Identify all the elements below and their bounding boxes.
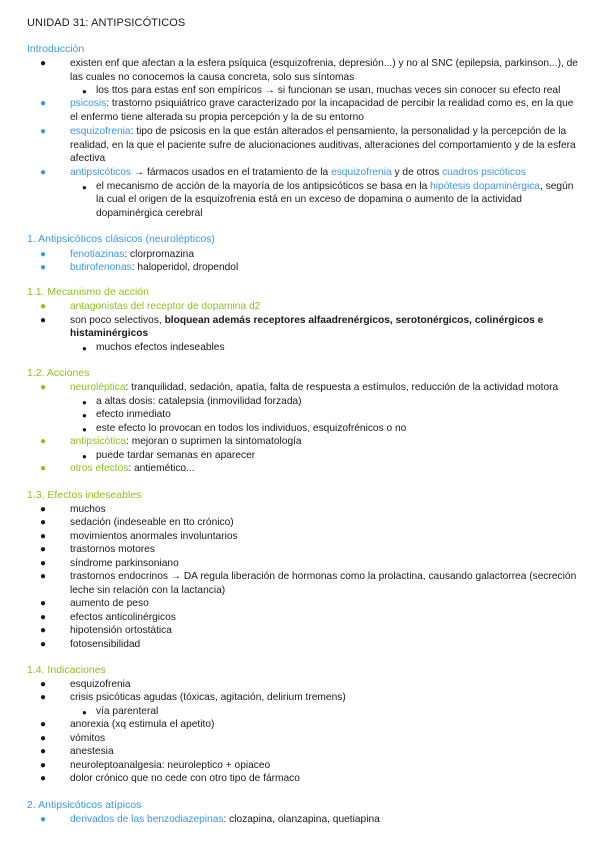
bullet-icon: ●	[40, 544, 47, 555]
list-item: aumento de peso	[70, 598, 149, 609]
list-item: efecto inmediato	[96, 409, 171, 420]
text: : tranquilidad, sedación, apatía, falta de respuesta a estímulos, reducción de la actividad motora	[125, 382, 559, 393]
bullet-icon: ●	[40, 382, 47, 393]
bullet-icon: ●	[40, 692, 47, 703]
list-item-continuation: afectiva	[70, 153, 106, 164]
term-benzodiazepinas: derivados de las benzodiazepinas	[70, 814, 224, 825]
term-cuadros-psicoticos: cuadros psicóticos	[442, 167, 526, 178]
bullet-icon: ●	[40, 598, 47, 609]
list-item: efectos anticolinérgicos	[70, 612, 176, 623]
section-heading-2: 2. Antipsicóticos atípicos	[27, 799, 142, 811]
list-item: existen enf que afectan a la esfera psíquica (esquizofrenia, depresión...) y no al SNC (epilepsia, parkinson...), de	[70, 58, 578, 69]
text: el mecanismo de acción de la mayoría de los antipsicóticos se basa en la	[96, 181, 431, 192]
list-item: vómitos	[70, 733, 106, 744]
section-heading-1: 1. Antipsicóticos clásicos (neurolépticos)	[27, 233, 215, 245]
section-heading-1-3: 1.3. Efectos indeseables	[27, 489, 142, 501]
list-item	[70, 381, 558, 394]
text: : mejoran o suprimen la sintomatología	[126, 436, 302, 447]
bullet-icon: ●	[82, 425, 87, 434]
list-item	[70, 248, 194, 261]
bullet-icon: ●	[40, 436, 47, 447]
bullet-icon: ●	[40, 760, 47, 771]
list-item	[70, 97, 573, 110]
list-item: anorexia (xq estimula el apetito)	[70, 719, 215, 730]
list-item: hipotensión ortostática	[70, 625, 172, 636]
text: : antiemético...	[128, 463, 195, 474]
list-item-continuation	[70, 327, 148, 340]
list-item	[70, 462, 195, 475]
bullet-icon: ●	[40, 612, 47, 623]
list-item: síndrome parkinsoniano	[70, 558, 179, 569]
list-item	[70, 125, 566, 138]
list-item: antagonistas del receptor de dopamina d2	[70, 301, 261, 312]
text: son poco selectivos,	[70, 315, 165, 326]
bullet-icon: ●	[82, 87, 87, 96]
bullet-icon: ●	[40, 301, 47, 312]
list-item: anestesia	[70, 746, 114, 757]
bullet-icon: ●	[40, 58, 47, 69]
bullet-icon: ●	[40, 504, 47, 515]
list-item: esquizofrenia	[70, 679, 131, 690]
bullet-icon: ●	[40, 167, 47, 178]
list-item-continuation: leche sin relación con la lactancia)	[70, 585, 226, 596]
list-item: dolor crónico que no cede con otro tipo de fármaco	[70, 773, 300, 784]
term-esquizofrenia: esquizofrenia	[70, 126, 131, 137]
section-heading-1-2: 1.2. Acciones	[27, 367, 90, 379]
bullet-icon: ●	[40, 719, 47, 730]
bullet-icon: ●	[82, 183, 87, 192]
term-antipsicotica: antipsicótica	[70, 436, 127, 447]
text: → fármacos usados en el tratamiento de la	[131, 167, 332, 178]
list-item: muchos efectos indeseables	[96, 342, 225, 353]
term-fenotiazinas: fenotiazinas	[70, 249, 125, 260]
bullet-icon: ●	[40, 625, 47, 636]
section-heading-intro: Introducción	[27, 43, 85, 55]
bold-text: histaminérgicos	[70, 328, 149, 339]
list-item: fotosensibilidad	[70, 639, 141, 650]
list-item: neuroleptoanalgesia: neuroleptico + opiaceo	[70, 760, 271, 771]
term-psicosis: psicosis	[70, 98, 107, 109]
bullet-icon: ●	[82, 708, 87, 717]
list-item: muchos	[70, 504, 106, 515]
bullet-icon: ●	[40, 517, 47, 528]
text: y de otros	[391, 167, 443, 178]
text: : haloperidol, dropendol	[131, 262, 239, 273]
bullet-icon: ●	[82, 452, 87, 461]
list-item: sedación (indeseable en tto crónico)	[70, 517, 234, 528]
list-item: vía parenteral	[96, 706, 159, 717]
list-item: trastornos endocrinos → DA regula liberación de hormonas como la prolactina, causando galactorrea (secreción	[70, 571, 577, 582]
bullet-icon: ●	[82, 411, 87, 420]
text: : clorpromazina	[124, 249, 195, 260]
term-butirofenonas: butirofenonas	[70, 262, 132, 273]
list-item-continuation: realidad, en la que el paciente sufre de alucionaciones auditivas, alteraciones del comportamiento y de la esfera	[70, 140, 576, 151]
list-item	[70, 261, 238, 274]
list-item	[70, 166, 526, 179]
definition-text: : trastorno psiquiátrico grave caracterizado por la incapacidad de percibir la realidad como es, en la que	[106, 98, 574, 109]
bullet-icon: ●	[40, 679, 47, 690]
text: , según	[539, 181, 574, 192]
bullet-icon: ●	[40, 249, 47, 260]
bullet-icon: ●	[40, 315, 47, 326]
list-item: puede tardar semanas en aparecer	[96, 450, 256, 461]
list-item: los ttos para estas enf son empíricos → si funcionan se usan, muchas veces sin conocer su efecto real	[96, 85, 561, 96]
list-item-continuation: el enfermo tiene alterada su propia percepción y la de su entorno	[70, 112, 364, 123]
list-item: crisis psicóticas agudas (tóxicas, agitación, delirium tremens)	[70, 692, 346, 703]
bullet-icon: ●	[82, 344, 87, 353]
list-item	[70, 435, 302, 448]
section-heading-1-4: 1.4. Indicaciones	[27, 664, 106, 676]
term-hipotesis-dopaminergica: hipótesis dopaminérgica	[430, 181, 540, 192]
bullet-icon: ●	[40, 814, 47, 825]
bullet-icon: ●	[40, 98, 47, 109]
list-item-continuation: la cual el origen de la esquizofrenia está en un exceso de dopamina o aumento de la actividad	[96, 194, 522, 205]
list-item: trastornos motores	[70, 544, 155, 555]
list-item-continuation: las cuales no conocemos la causa concreta, solo sus síntomas	[70, 72, 355, 83]
text: : clozapina, olanzapina, quetiapina	[223, 814, 380, 825]
bullet-icon: ●	[40, 639, 47, 650]
bullet-icon: ●	[40, 262, 47, 273]
bullet-icon: ●	[40, 571, 47, 582]
section-heading-1-1: 1.1. Mecanismo de acción	[27, 286, 149, 298]
definition-text: : tipo de psicosis en la que están alterados el pensamiento, la personalidad y la percepción de la	[130, 126, 567, 137]
bullet-icon: ●	[40, 126, 47, 137]
list-item	[70, 813, 380, 826]
list-item-continuation: dopaminérgica cerebral	[96, 208, 203, 219]
list-item: movimientos anormales involuntarios	[70, 531, 238, 542]
list-item	[70, 314, 543, 327]
list-item	[96, 180, 573, 193]
bold-text: bloquean además receptores alfaadrenérgicos, serotonérgicos, colinérgicos e	[164, 315, 544, 326]
bullet-icon: ●	[40, 463, 47, 474]
bullet-icon: ●	[82, 398, 87, 407]
term-antipsicoticos: antipsicóticos	[70, 167, 132, 178]
bullet-icon: ●	[40, 558, 47, 569]
term-esquizofrenia-2: esquizofrenia	[331, 167, 392, 178]
bullet-icon: ●	[40, 746, 47, 757]
term-neuroleptica: neuroléptica	[70, 382, 126, 393]
bullet-icon: ●	[40, 531, 47, 542]
list-item: este efecto lo provocan en todos los individuos, esquizofrénicos o no	[96, 423, 407, 434]
list-item: a altas dosis: catalepsia (inmovilidad forzada)	[96, 396, 302, 407]
document-title: UNIDAD 31: ANTIPSICÓTICOS	[27, 17, 186, 29]
term-otros-efectos: otros efectos	[70, 463, 129, 474]
bullet-icon: ●	[40, 773, 47, 784]
bullet-icon: ●	[40, 733, 47, 744]
